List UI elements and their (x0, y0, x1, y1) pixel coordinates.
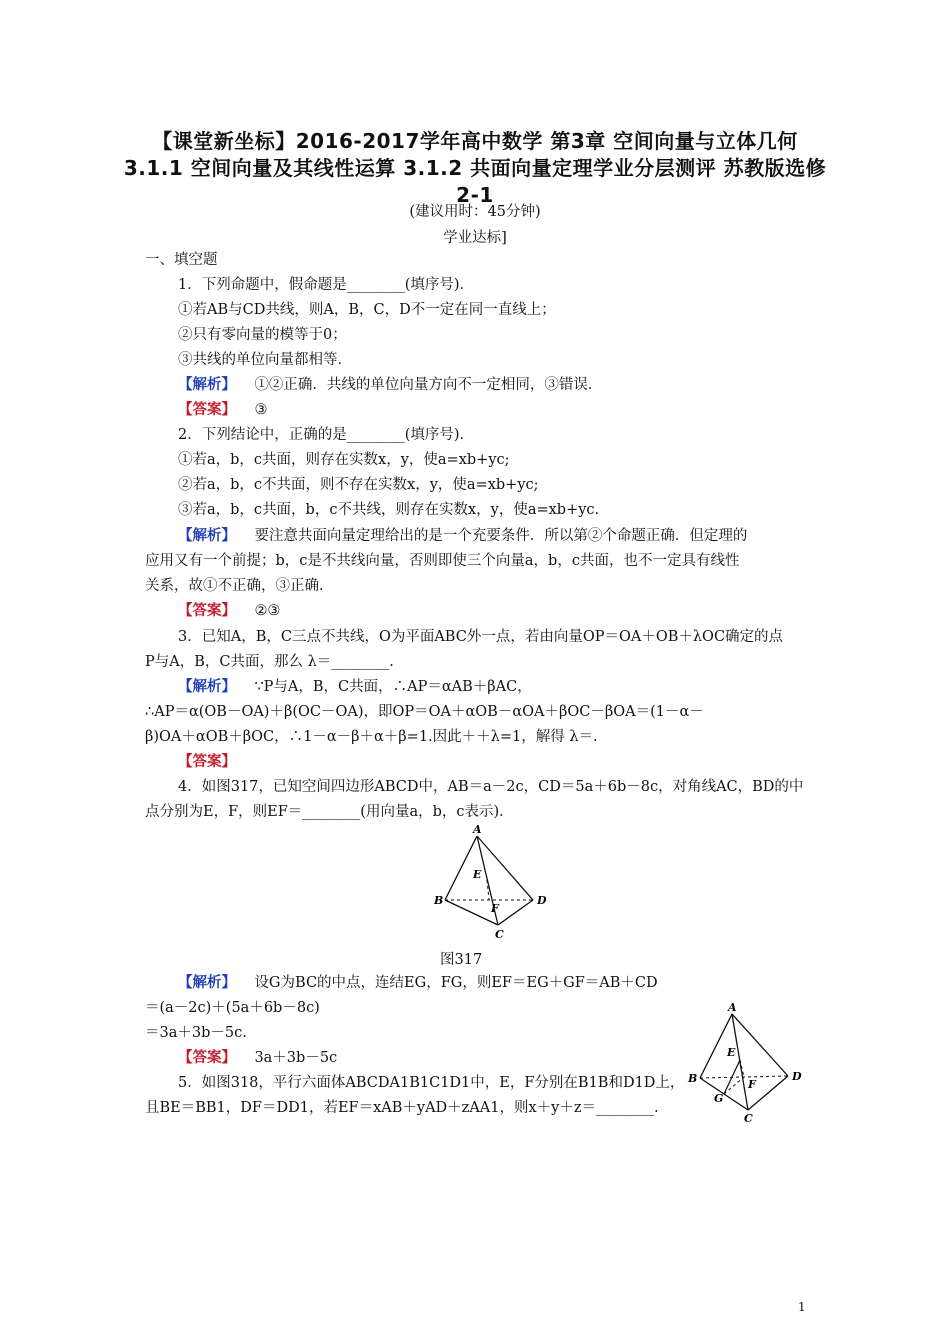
q2-option-2: ②若a，b，c不共面，则不存在实数x，y，使a=xb+yc; (178, 477, 539, 493)
q1-stem: 1．下列命题中，假命题是________(填序号)． (178, 277, 475, 293)
analysis-text: 设G为BC的中点，连结EG，FG，则EF＝EG＋GF＝AB＋CD (254, 975, 658, 991)
label-A: A (473, 823, 482, 836)
label-F: F (748, 1078, 756, 1091)
analysis-text: 要注意共面向量定理给出的是一个充要条件．所以第②个命题正确．但定理的 (254, 528, 748, 544)
q1-option-2: ②只有零向量的模等于0； (178, 327, 347, 343)
analysis-text: ①②正确．共线的单位向量方向不一定相同，③错误． (254, 377, 603, 393)
answer-label: 【答案】 (178, 401, 236, 418)
analysis-label: 【解析】 (178, 527, 236, 544)
label-B: B (688, 1072, 698, 1085)
q1-option-1: ①若AB与CD共线，则A，B，C，D不一定在同一直线上； (178, 302, 556, 318)
q4-analysis-1 (178, 973, 858, 993)
q1-analysis (178, 375, 858, 395)
q4-analysis-2: ＝(a－2c)＋(5a＋6b－8c) (145, 1000, 320, 1016)
q1-option-3: ③共线的单位向量都相等． (178, 352, 352, 368)
answer-label: 【答案】 (178, 1049, 236, 1066)
q4-stem-1: 4．如图317，已知空间四边形ABCD中，AB＝a－2c，CD＝5a＋6b－8c，对角线AC，BD的中 (178, 779, 804, 795)
figure-caption: 图317 (440, 952, 483, 968)
analysis-text: ∵P与A，B，C共面，∴AP＝αAB＋βAC， (254, 679, 532, 695)
q2-analysis-3: 关系，故①不正确，③正确． (145, 578, 334, 594)
label-F: F (491, 902, 499, 915)
q5-stem-1: 5．如图318，平行六面体ABCDA1B1C1D1中，E，F分别在B1B和D1D上， (178, 1075, 685, 1091)
answer-text: 3a＋3b－5c (254, 1050, 338, 1066)
figure-317-tetrahedron (425, 822, 555, 940)
document-title: 【课堂新坐标】2016-2017学年高中数学 第3章 空间向量与立体几何 3.1.1 空间向量及其线性运算 3.1.2 共面向量定理学业分层测评 苏教版选修2-1 (123, 129, 827, 207)
q3-stem-1: 3．已知A，B，C三点不共线，O为平面ABC外一点，若由向量OP＝OA＋OB＋λOC确定的点 (178, 629, 784, 645)
answer-label: 【答案】 (178, 753, 236, 770)
section-header: 学业达标] (443, 230, 507, 246)
label-E: E (473, 868, 482, 881)
q3-analysis-2: ∴AP＝α(OB－OA)＋β(OC－OA)，即OP＝OA＋αOB－αOA＋βOC－βOA＝(1－α－ (145, 704, 704, 720)
q2-analysis-1 (178, 526, 858, 546)
q5-stem-2: 且BE＝BB1，DF＝DD1，若EF＝xAB＋yAD＋zAA1，则x＋y＋z＝________. (145, 1100, 659, 1116)
q2-option-1: ①若a，b，c共面，则存在实数x，y，使a=xb+yc; (178, 452, 510, 468)
q3-stem-2: P与A，B，C共面，那么 λ＝________. (145, 654, 394, 670)
q3-analysis-3: β)OA＋αOB＋βOC，∴1－α－β＋α＋β=1.因此＋＋λ=1，解得 λ＝. (145, 729, 598, 745)
q2-answer (178, 601, 858, 621)
analysis-label: 【解析】 (178, 974, 236, 991)
analysis-label: 【解析】 (178, 678, 236, 695)
part-heading: 一、填空题 (145, 252, 218, 268)
q3-answer (178, 752, 858, 772)
label-D: D (537, 894, 547, 907)
time-note: (建议用时：45分钟) (409, 204, 541, 220)
q4-analysis-3: ＝3a＋3b－5c. (145, 1025, 247, 1041)
q2-analysis-2: 应用又有一个前提；b，c是不共线向量，否则即使三个向量a，b，c共面，也不一定具有线性 (145, 553, 740, 569)
label-C: C (744, 1112, 753, 1125)
q4-stem-2: 点分别为E，F，则EF＝________(用向量a，b，c表示)． (145, 804, 514, 820)
q2-option-3: ③若a，b，c共面，b，c不共线，则存在实数x，y，使a=xb+yc. (178, 502, 600, 518)
label-B: B (434, 894, 444, 907)
label-C: C (495, 928, 504, 940)
q1-answer (178, 400, 858, 420)
answer-label: 【答案】 (178, 602, 236, 619)
label-A: A (728, 1001, 737, 1014)
label-G: G (714, 1092, 724, 1105)
answer-text: ③ (254, 402, 268, 418)
label-E: E (727, 1046, 736, 1059)
label-D: D (792, 1070, 802, 1083)
q2-stem: 2．下列结论中，正确的是________(填序号)． (178, 427, 475, 443)
figure-318-tetrahedron (680, 1000, 810, 1126)
analysis-label: 【解析】 (178, 376, 236, 393)
answer-text: ②③ (254, 603, 281, 619)
q3-analysis-1 (178, 677, 858, 697)
page-number: 1 (798, 1300, 806, 1314)
